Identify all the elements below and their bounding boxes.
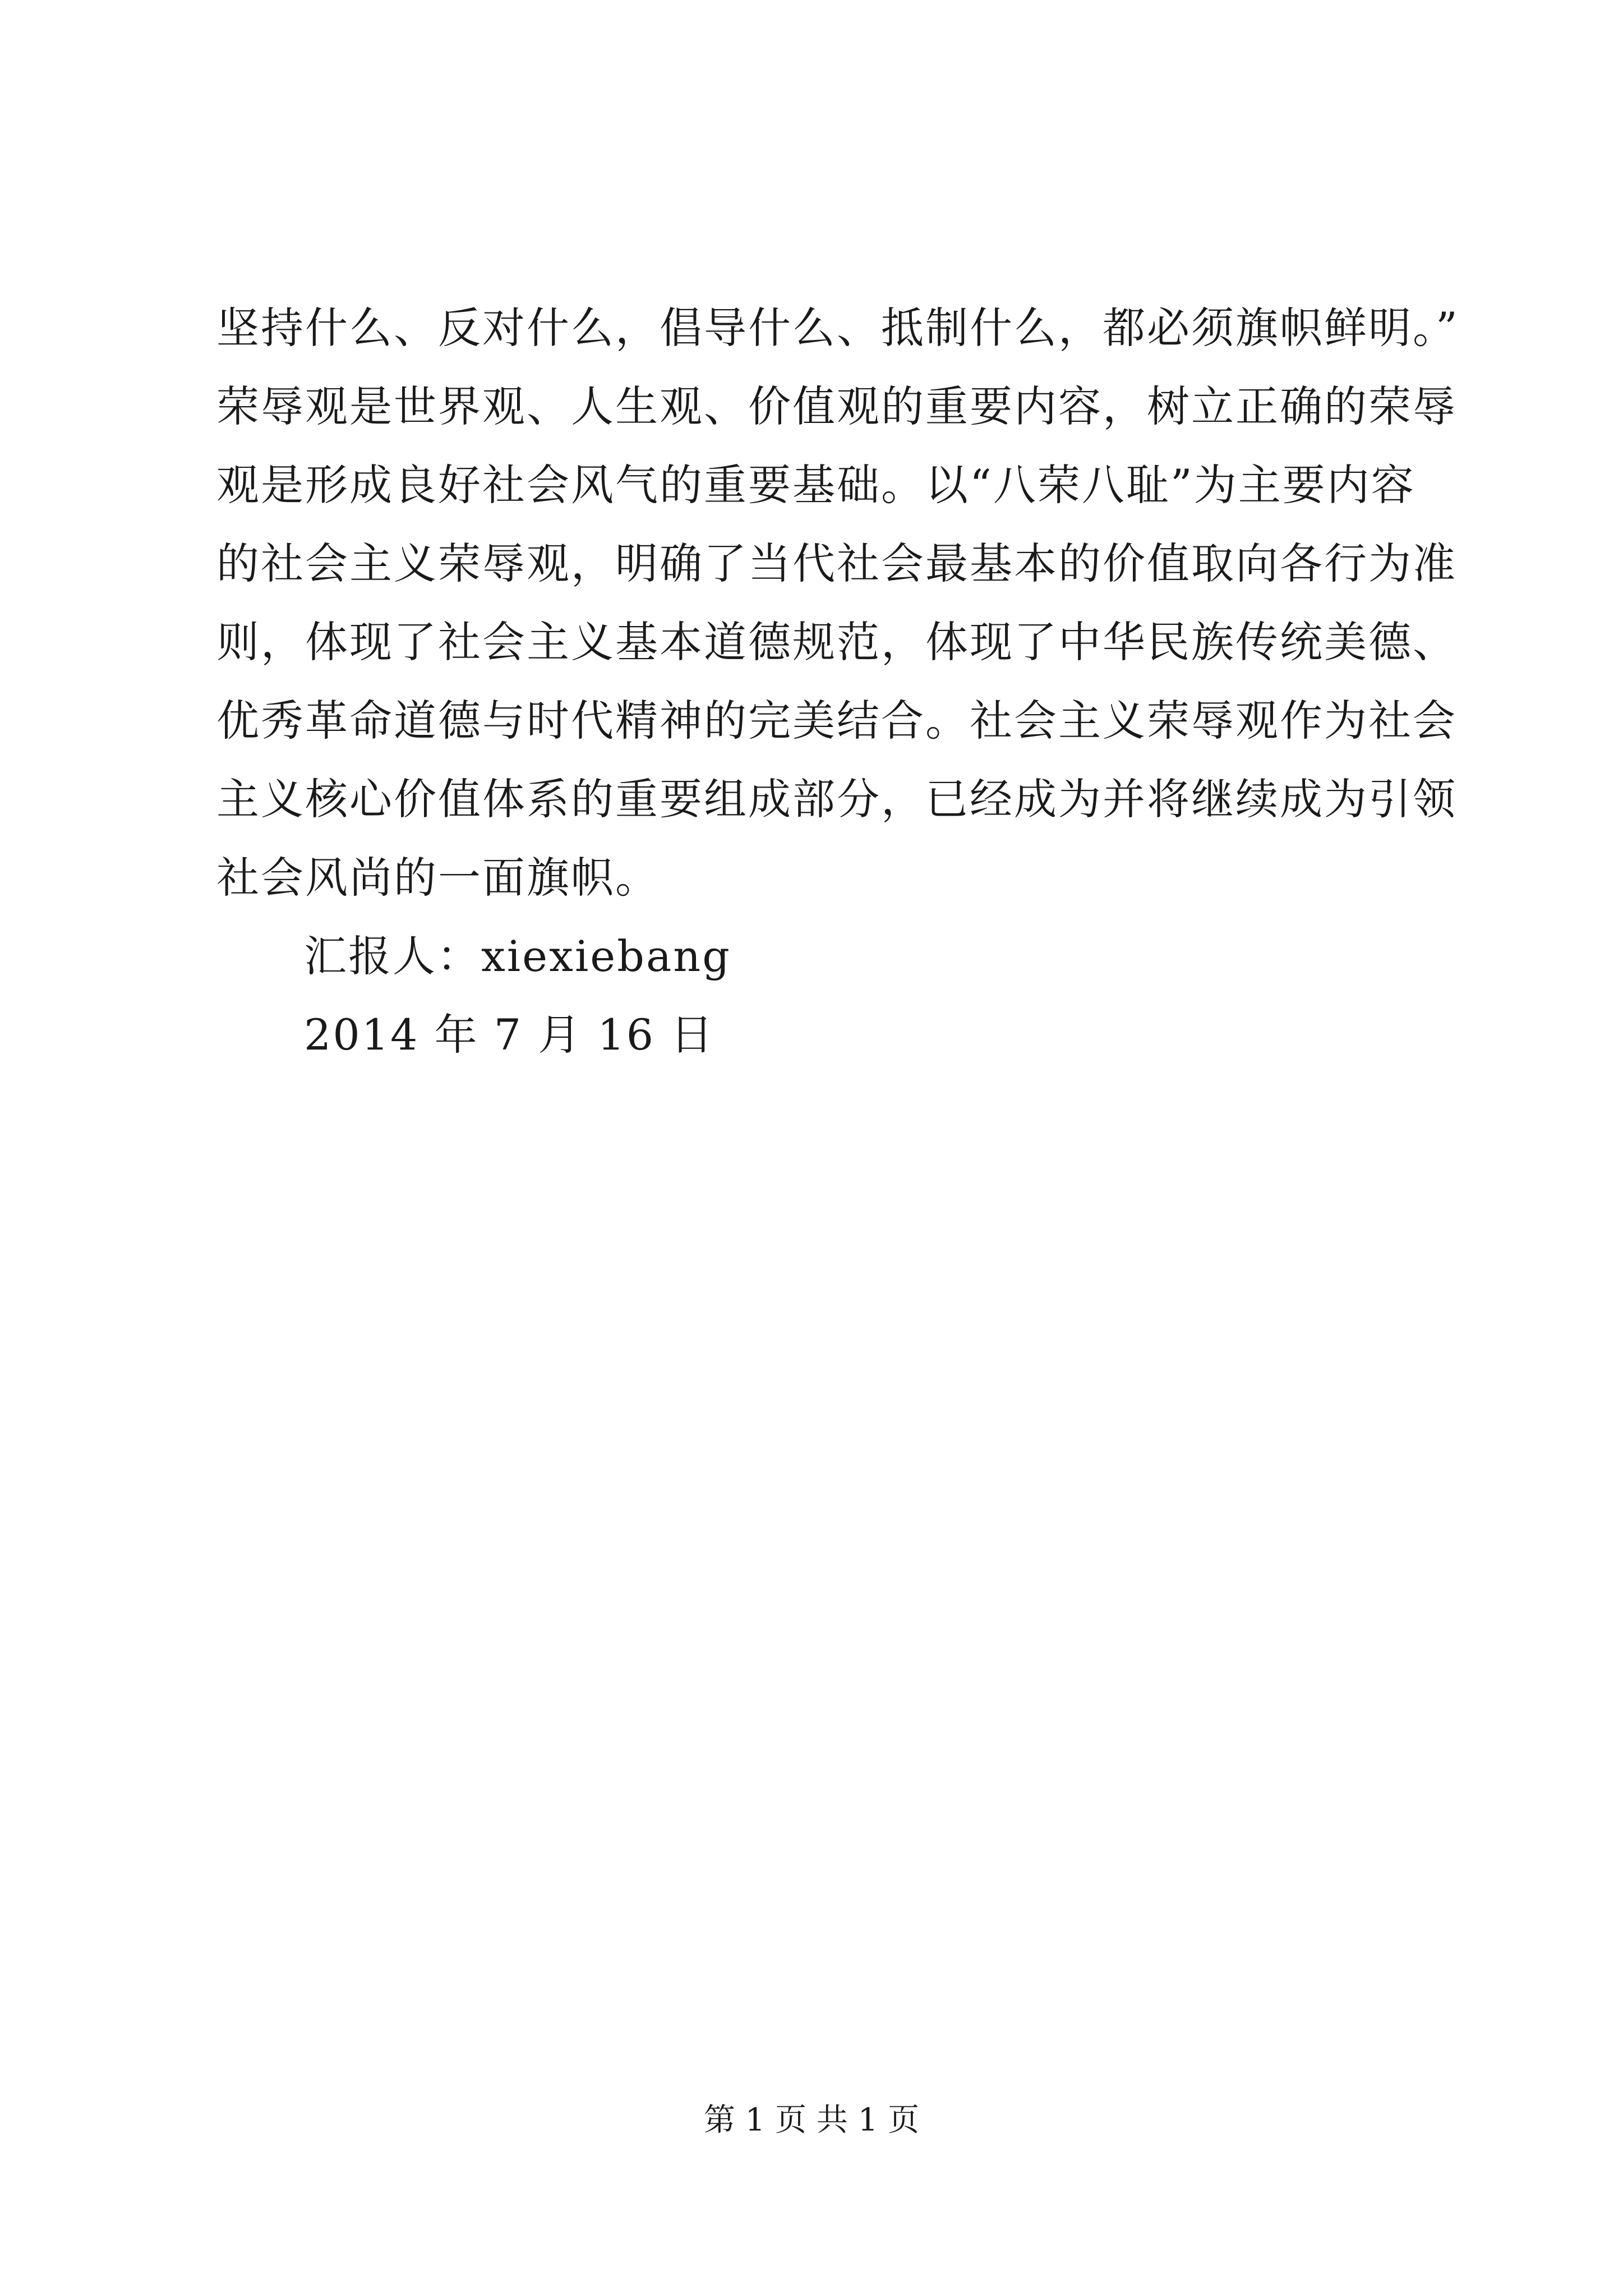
paragraph-line-4: 的社会主义荣辱观，明确了当代社会最基本的价值取向各行为准 [216, 539, 1457, 588]
paragraph-line-8: 社会风尚的一面旗帜。 [216, 853, 660, 903]
paragraph-line-5: 则，体现了社会主义基本道德规范，体现了中华民族传统美德、 [216, 617, 1457, 667]
page-footer: 第 1 页 共 1 页 [703, 2102, 920, 2138]
document-body [216, 289, 1473, 1074]
date-line: 2014 年 7 月 16 日 [304, 1010, 715, 1060]
paragraph-line-1: 坚持什么、反对什么，倡导什么、抵制什么，都必须旗帜鲜明。” [216, 303, 1459, 353]
paragraph-line-6: 优秀革命道德与时代精神的完美结合。社会主义荣辱观作为社会 [216, 696, 1457, 746]
paragraph-line-7: 主义核心价值体系的重要组成部分，已经成为并将继续成为引领 [216, 774, 1457, 824]
paragraph-line-3: 观是形成良好社会风气的重要基础。以“八荣八耻”为主要内容 [216, 460, 1415, 510]
paragraph-line-2: 荣辱观是世界观、人生观、价值观的重要内容，树立正确的荣辱 [216, 381, 1457, 431]
reporter-line: 汇报人：xiexiebang [304, 931, 731, 981]
